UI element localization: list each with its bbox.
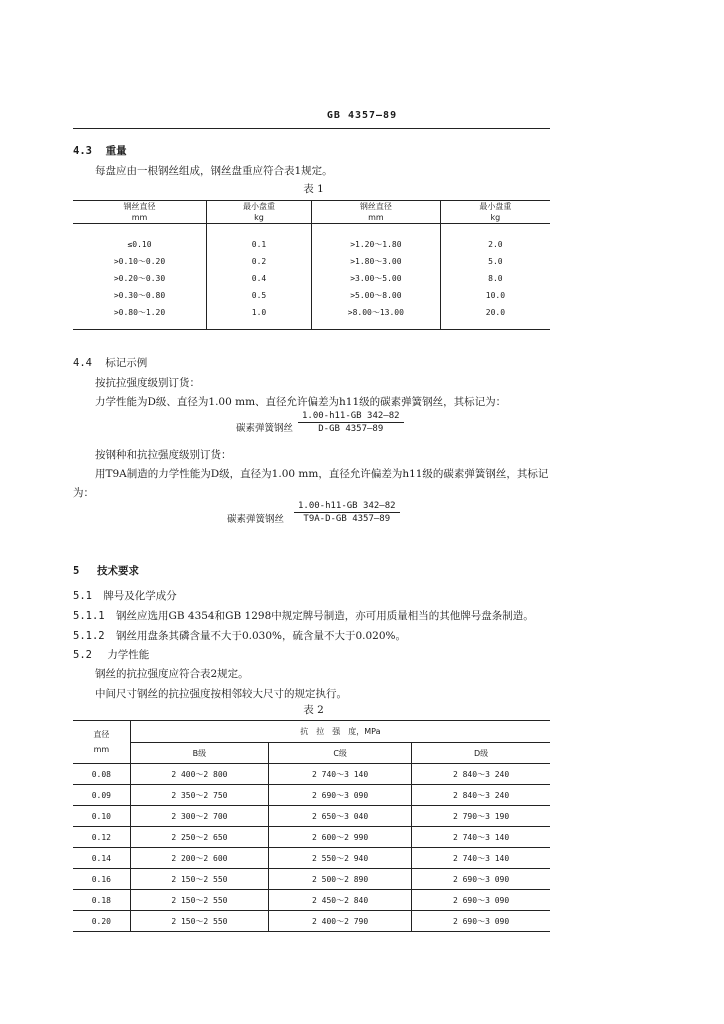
- header-rule: [73, 128, 550, 129]
- paragraph: 按抗拉强度级别订货：: [95, 377, 200, 389]
- table-cell: 2.0: [440, 224, 550, 254]
- page-header: GB 4357—89: [326, 110, 398, 121]
- table-cell: 2 200～2 600: [130, 848, 268, 869]
- table-cell: 2 250～2 650: [130, 827, 268, 848]
- table-cell: 2 790～3 190: [412, 806, 550, 827]
- table-cell: 2 690～3 090: [412, 869, 550, 890]
- paragraph: 力学性能为D级、直径为1.00 mm、直径允许偏差为h11级的碳素弹簧钢丝，其标记为：: [95, 396, 507, 408]
- fraction-numerator: 1.00-h11-GB 342—82: [298, 411, 404, 423]
- section-5-heading: [73, 563, 139, 578]
- table-row: [73, 848, 550, 869]
- table-cell: 2 690～3 090: [412, 890, 550, 911]
- table-row: [73, 806, 550, 827]
- table2-strength-header: 抗 拉 强 度，MPa: [130, 721, 550, 743]
- table-cell: 2 150～2 550: [130, 911, 268, 932]
- table-cell: >1.80～3.00: [311, 253, 440, 270]
- section-5-1-1: [73, 608, 534, 623]
- table-cell: 2 840～3 240: [412, 764, 550, 785]
- paragraph: 钢丝的抗拉强度应符合表2规定。: [95, 668, 249, 680]
- table-cell: 0.10: [73, 806, 130, 827]
- table-cell: 0.1: [207, 224, 312, 254]
- mark-label: 碳素弹簧钢丝: [227, 514, 285, 525]
- table-cell: >0.30～0.80: [113, 291, 166, 300]
- section-number: 5.1: [73, 590, 92, 602]
- table-cell: 10.0: [440, 287, 550, 304]
- table-cell: 0.16: [73, 869, 130, 890]
- table-cell: 2 150～2 550: [130, 869, 268, 890]
- table-cell: 0.18: [73, 890, 130, 911]
- section-4-3-text: 每盘应由一根钢丝组成，钢丝盘重应符合表1规定。: [95, 165, 333, 177]
- table-row: [73, 224, 550, 254]
- table-cell: 0.4: [207, 270, 312, 287]
- table-cell: >3.00～5.00: [311, 270, 440, 287]
- table1-header-row: [73, 201, 550, 224]
- fraction-denominator: T9A-D-GB 4357—89: [303, 514, 391, 524]
- section-number: 5: [73, 565, 80, 577]
- table-cell: 2 400～2 790: [269, 911, 412, 932]
- paragraph: 中间尺寸钢丝的抗拉强度按相邻较大尺寸的规定执行。: [95, 688, 347, 700]
- table-row: [73, 304, 550, 330]
- table-cell: >0.10～0.20: [113, 257, 166, 266]
- table-cell: 0.14: [73, 848, 130, 869]
- section-4-3-heading: [73, 143, 127, 158]
- table-cell: 2 690～3 090: [412, 911, 550, 932]
- table-cell: 2 740～3 140: [412, 848, 550, 869]
- mark-label: 碳素弹簧钢丝: [236, 423, 294, 434]
- paragraph: 为：: [73, 487, 94, 499]
- table-cell: 2 500～2 890: [269, 869, 412, 890]
- section-title: 标记示例: [105, 357, 148, 369]
- table-cell: 5.0: [440, 253, 550, 270]
- table2-grade-c: C级: [269, 743, 412, 764]
- table2-grade-row: [73, 743, 550, 764]
- section-5-1-heading: [73, 588, 177, 603]
- table-cell: 0.08: [73, 764, 130, 785]
- table-cell: 2 150～2 550: [130, 890, 268, 911]
- table-cell: 0.5: [207, 287, 312, 304]
- section-title: 力学性能: [107, 649, 150, 661]
- section-text: 钢丝用盘条其磷含量不大于0.030%，硫含量不大于0.020%。: [115, 630, 407, 642]
- table-cell: 0.09: [73, 785, 130, 806]
- fraction-numerator: 1.00-h11-GB 342—82: [294, 501, 400, 513]
- table-row: [73, 764, 550, 785]
- table-cell: 2 840～3 240: [412, 785, 550, 806]
- table1-header-cell: 最小盘重 kg: [207, 201, 312, 224]
- table-2: [73, 720, 550, 932]
- table-cell: 2 740～3 140: [412, 827, 550, 848]
- section-5-2-heading: [73, 647, 149, 662]
- table-cell: 2 650～3 040: [269, 806, 412, 827]
- table-cell: 0.12: [73, 827, 130, 848]
- designation-fraction: [294, 501, 400, 524]
- paragraph: 按钢种和抗拉强度级别订货：: [95, 449, 232, 461]
- table-cell: 2 600～2 990: [269, 827, 412, 848]
- table1-header-cell: 钢丝直径 mm: [311, 201, 440, 224]
- table-cell: 2 350～2 750: [130, 785, 268, 806]
- table-row: [73, 785, 550, 806]
- table-cell: 2 690～3 090: [269, 785, 412, 806]
- table-cell: ≤0.10: [127, 240, 152, 249]
- table-cell: >0.20～0.30: [113, 274, 166, 283]
- section-title: 技术要求: [96, 565, 139, 577]
- table-row: [73, 827, 550, 848]
- table-cell: 0.2: [207, 253, 312, 270]
- designation-fraction: [298, 411, 404, 434]
- table-cell: 2 400～2 800: [130, 764, 268, 785]
- table-cell: >1.20～1.80: [311, 224, 440, 254]
- section-title: 牌号及化学成分: [103, 590, 177, 602]
- table-row: [73, 890, 550, 911]
- table1-header-cell: 最小盘重 kg: [440, 201, 550, 224]
- table-cell: 0.20: [73, 911, 130, 932]
- table-1: [73, 200, 550, 330]
- section-text: 钢丝应选用GB 4354和GB 1298中规定牌号制造，亦可用质量相当的其他牌号盘条制造。: [115, 610, 534, 622]
- table-cell: >0.80～1.20: [113, 308, 166, 317]
- table2-diameter-header: 直径 mm: [73, 721, 130, 764]
- table2-grade-b: B级: [130, 743, 268, 764]
- table-cell: >8.00～13.00: [311, 304, 440, 330]
- table-row: [73, 869, 550, 890]
- table-cell: >5.00～8.00: [311, 287, 440, 304]
- table2-header-row: [73, 721, 550, 743]
- table-cell: 2 300～2 700: [130, 806, 268, 827]
- table2-caption: 表 2: [303, 704, 324, 716]
- table2-grade-d: D级: [412, 743, 550, 764]
- section-number: 5.1.2: [73, 630, 105, 642]
- fraction-denominator: D-GB 4357—89: [318, 424, 384, 434]
- table-cell: 2 550～2 940: [269, 848, 412, 869]
- section-number: 4.4: [73, 357, 92, 369]
- table1-caption: 表 1: [303, 183, 324, 195]
- table-row: [73, 287, 550, 304]
- table-cell: 2 740～3 140: [269, 764, 412, 785]
- table-cell: 20.0: [440, 304, 550, 330]
- section-5-1-2: [73, 628, 406, 643]
- table-row: [73, 911, 550, 932]
- section-4-4-heading: [73, 355, 147, 370]
- table-cell: 8.0: [440, 270, 550, 287]
- table-cell: 1.0: [207, 304, 312, 330]
- paragraph: 用T9A制造的力学性能为D级，直径为1.00 mm，直径允许偏差为h11级的碳素弹簧钢丝，其标记: [95, 468, 549, 480]
- table-row: [73, 253, 550, 270]
- table-cell: 2 450～2 840: [269, 890, 412, 911]
- section-number: 4.3: [73, 145, 92, 157]
- section-number: 5.2: [73, 649, 92, 661]
- table1-header-cell: 钢丝直径 mm: [73, 201, 207, 224]
- section-number: 5.1.1: [73, 610, 105, 622]
- section-title: 重量: [105, 145, 127, 157]
- table-row: [73, 270, 550, 287]
